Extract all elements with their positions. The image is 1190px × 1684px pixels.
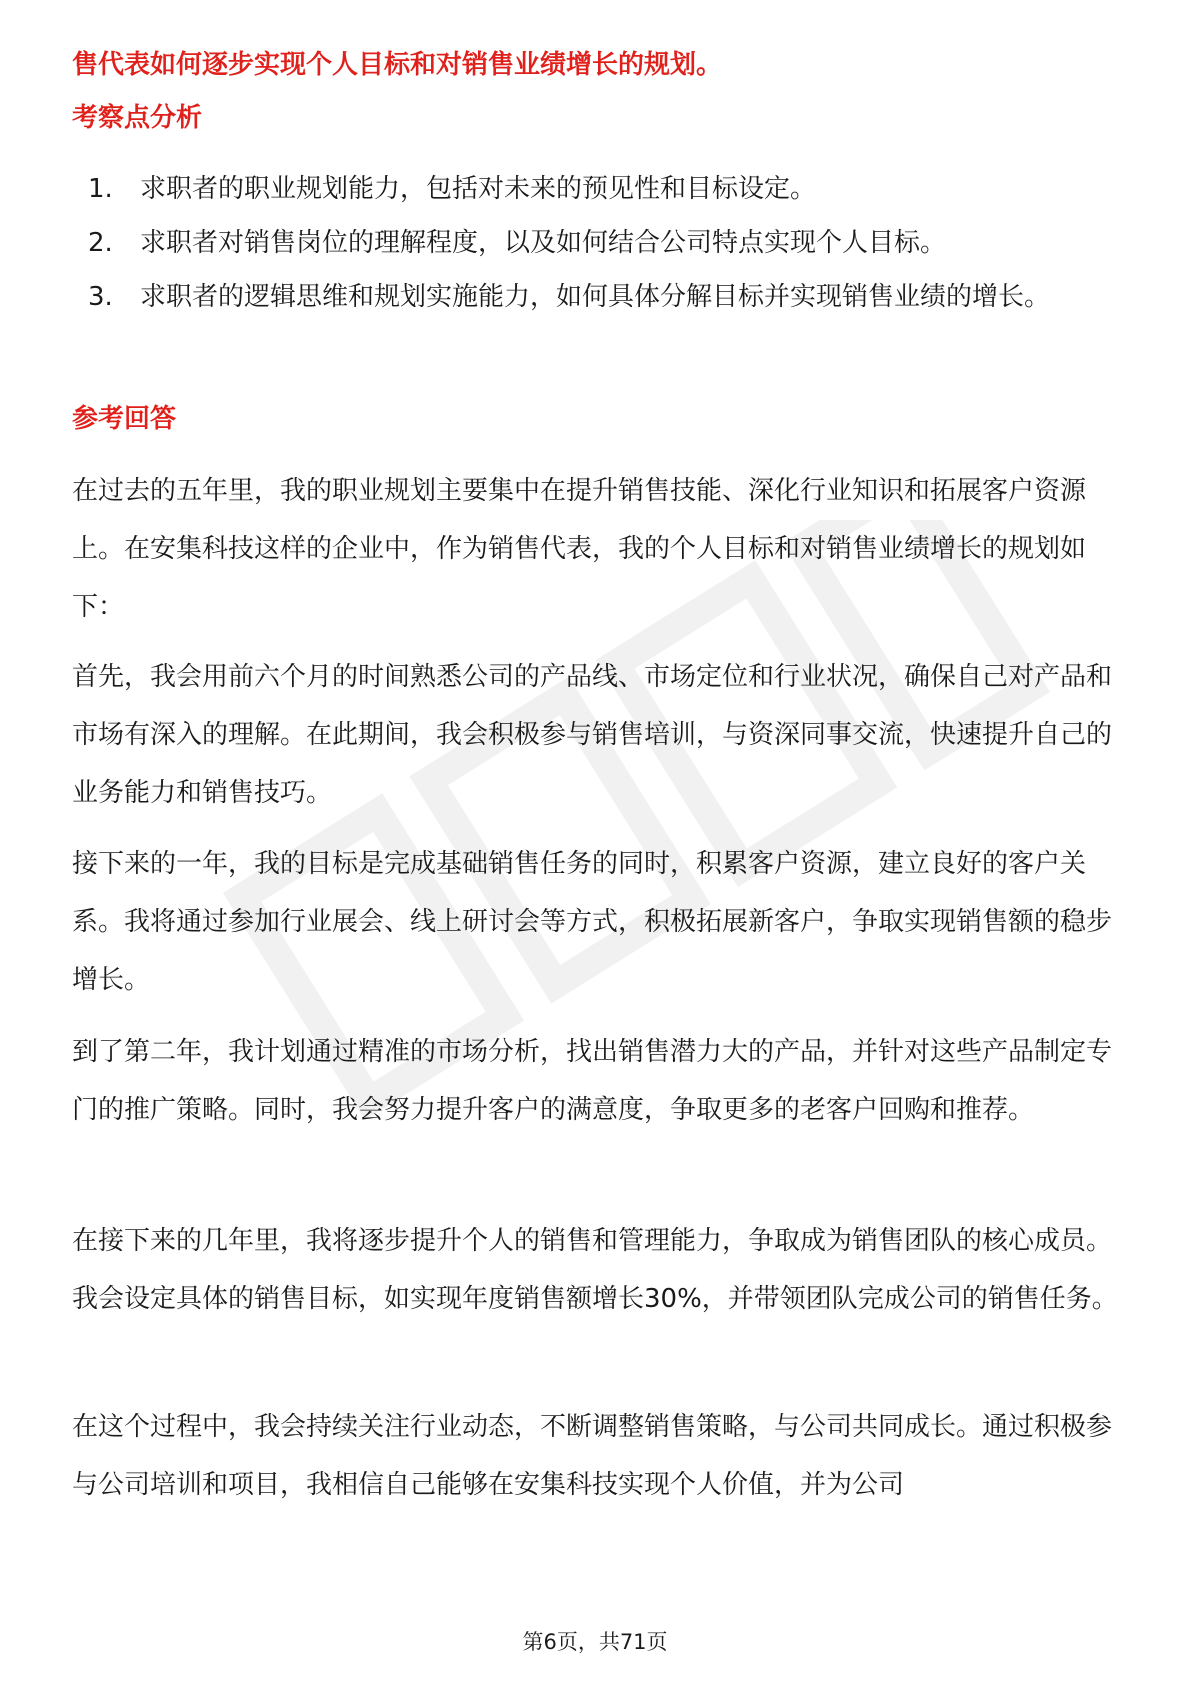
- analysis-heading: 考察点分析: [72, 103, 203, 133]
- list-item: [88, 268, 1098, 326]
- answer-paragraph: 在接下来的几年里，我将逐步提升个人的销售和管理能力，争取成为销售团队的核心成员。我会设定具体的销售目标，如实现年度销售额增长30%，并带领团队完成公司的销售任务。: [72, 1226, 1118, 1314]
- answer-paragraph: 在过去的五年里，我的职业规划主要集中在提升销售技能、深化行业知识和拓展客户资源上。在安集科技这样的企业中，作为销售代表，我的个人目标和对销售业绩增长的规划如下：: [72, 476, 1087, 622]
- list-text: 求职者的逻辑思维和规划实施能力，如何具体分解目标并实现销售业绩的增长。: [140, 282, 1051, 312]
- page-number: 第6页，共71页: [522, 1630, 668, 1654]
- answer-paragraph: 首先，我会用前六个月的时间熟悉公司的产品线、市场定位和行业状况，确保自己对产品和市场有深入的理解。在此期间，我会积极参与销售培训，与资深同事交流，快速提升自己的业务能力和销售技巧。: [72, 662, 1113, 808]
- question-tail: 售代表如何逐步实现个人目标和对销售业绩增长的规划。: [72, 50, 723, 80]
- answer-paragraph: 接下来的一年，我的目标是完成基础销售任务的同时，积累客户资源，建立良好的客户关系。我将通过参加行业展会、线上研讨会等方式，积极拓展新客户，争取实现销售额的稳步增长。: [72, 849, 1113, 995]
- list-item: [88, 214, 1098, 272]
- answer-paragraph: 到了第二年，我计划通过精准的市场分析，找出销售潜力大的产品，并针对这些产品制定专门的推广策略。同时，我会努力提升客户的满意度，争取更多的老客户回购和推荐。: [72, 1037, 1113, 1125]
- list-number: 3.: [88, 282, 113, 312]
- answer-heading: 参考回答: [72, 404, 177, 434]
- list-number: 1.: [88, 174, 113, 204]
- list-number: 2.: [88, 228, 113, 258]
- list-text: 求职者的职业规划能力，包括对未来的预见性和目标设定。: [140, 174, 817, 204]
- answer-paragraph: 在这个过程中，我会持续关注行业动态，不断调整销售策略，与公司共同成长。通过积极参与公司培训和项目，我相信自己能够在安集科技实现个人价值，并为公司: [72, 1412, 1113, 1500]
- list-text: 求职者对销售岗位的理解程度，以及如何结合公司特点实现个人目标。: [140, 228, 947, 258]
- list-item: [88, 160, 1098, 218]
